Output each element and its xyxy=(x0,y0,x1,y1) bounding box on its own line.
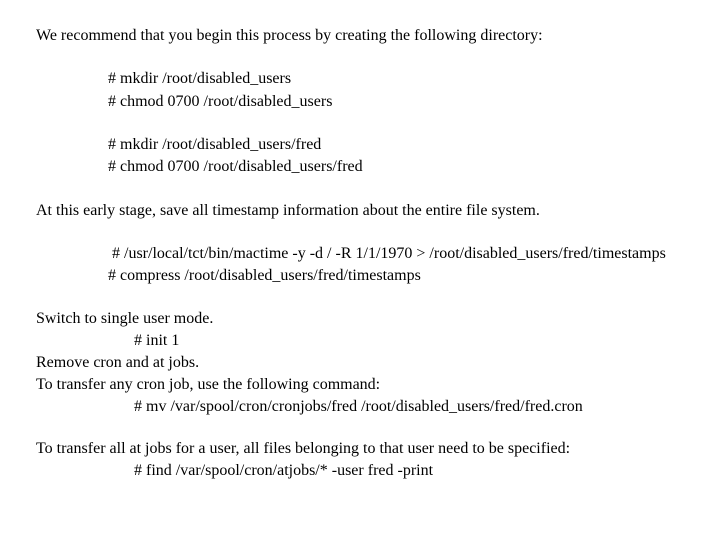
command-mkdir-fred: # mkdir /root/disabled_users/fred xyxy=(108,136,322,153)
command-mv-cron: # mv /var/spool/cron/cronjobs/fred /root/disabled_users/fred/fred.cron xyxy=(134,398,583,415)
cron-note: To transfer any cron job, use the following command: xyxy=(36,376,381,393)
command-chmod-disabled-users: # chmod 0700 /root/disabled_users xyxy=(108,93,333,110)
remove-jobs-note: Remove cron and at jobs. xyxy=(36,354,200,371)
command-mactime: # /usr/local/tct/bin/mactime -y -d / -R 1/1/1970 > /root/disabled_users/fred/timestamps xyxy=(112,245,666,262)
command-chmod-fred: # chmod 0700 /root/disabled_users/fred xyxy=(108,158,363,175)
command-mkdir-disabled-users: # mkdir /root/disabled_users xyxy=(108,70,292,87)
intro-text: We recommend that you begin this process by creating the following directory: xyxy=(36,27,543,44)
command-init: # init 1 xyxy=(134,332,180,349)
single-user-note: Switch to single user mode. xyxy=(36,310,214,327)
command-find-atjobs: # find /var/spool/cron/atjobs/* -user fred -print xyxy=(134,462,434,479)
at-jobs-note: To transfer all at jobs for a user, all files belonging to that user need to be specified: xyxy=(36,440,571,457)
command-compress: # compress /root/disabled_users/fred/timestamps xyxy=(108,267,421,284)
timestamp-note: At this early stage, save all timestamp information about the entire file system. xyxy=(36,202,540,219)
